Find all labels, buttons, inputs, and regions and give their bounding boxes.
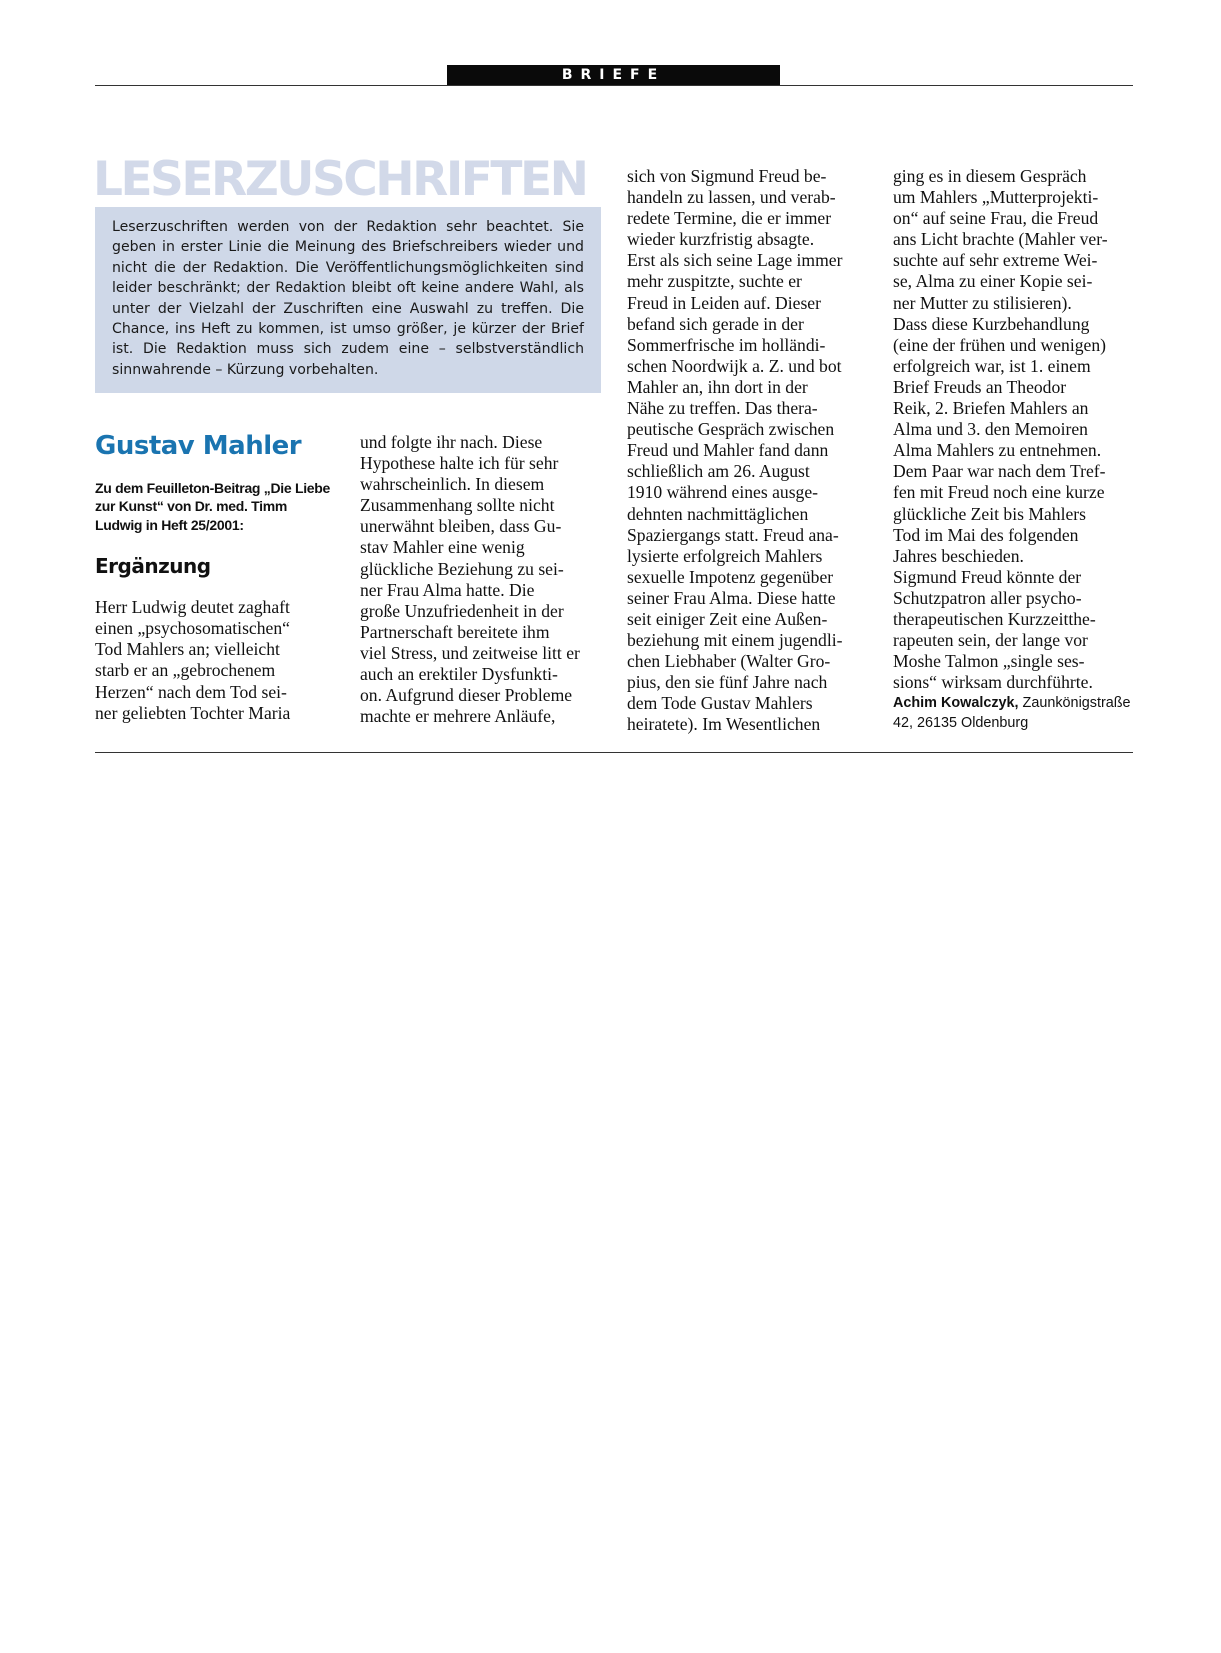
body-text-line: dehnten nachmittäglichen xyxy=(627,503,809,524)
author-address-line-1: Zaunkönigstraße xyxy=(1018,695,1131,712)
body-text-line: redete Termine, die er immer xyxy=(627,208,832,229)
body-text-line: ner Mutter zu stilisieren). xyxy=(893,292,1072,313)
body-text-line: erfolgreich war, ist 1. einem xyxy=(893,355,1091,376)
body-text-line: Dem Paar war nach dem Tref- xyxy=(893,461,1106,482)
body-text-line: große Unzufriedenheit in der xyxy=(360,600,564,621)
body-text-line: ner Frau Alma hatte. Die xyxy=(360,579,535,600)
body-text-line: on“ auf seine Frau, die Freud xyxy=(893,208,1099,229)
body-text-line: auch an erektiler Dysfunkti- xyxy=(360,664,558,685)
body-text-line: Dass diese Kurzbehandlung xyxy=(893,313,1090,334)
body-text-line: Tod im Mai des folgenden xyxy=(893,524,1079,545)
letter-subheading: Ergänzung xyxy=(95,554,211,579)
body-text-line: suchte auf sehr extreme Wei- xyxy=(893,250,1098,271)
body-text-line: Mahler an, ihn dort in der xyxy=(627,376,808,397)
body-text-line: Jahres beschieden. xyxy=(893,545,1024,566)
body-text-line: heiratete). Im Wesentlichen xyxy=(627,714,821,735)
author-name: Achim Kowalczyk, xyxy=(893,695,1019,712)
body-text-line: machte er mehrere Anläufe, xyxy=(360,706,556,727)
body-text-line: ging es in diesem Gespräch xyxy=(893,166,1087,186)
letter-reference: Zu dem Feuilleton-Beitrag „Die Liebe zur Kunst“ von Dr. med. Timm Ludwig in Heft 25/2001: xyxy=(95,479,331,533)
section-title: LESERZUSCHRIFTEN xyxy=(93,152,587,207)
body-text-line: seiner Frau Alma. Diese hatte xyxy=(627,587,836,608)
body-text-line: Sigmund Freud könnte der xyxy=(893,566,1082,587)
body-text-line: dem Tode Gustav Mahlers xyxy=(627,693,813,714)
body-text-line: peutische Gespräch zwischen xyxy=(627,419,835,440)
body-text-line: Brief Freuds an Theodor xyxy=(893,376,1067,397)
body-text-line: lysierte erfolgreich Mahlers xyxy=(627,545,823,566)
body-text-line: pius, den sie fünf Jahre nach xyxy=(627,672,828,693)
body-text-line: on. Aufgrund dieser Probleme xyxy=(360,685,573,706)
body-text-line: Freud und Mahler fand dann xyxy=(627,440,829,461)
body-text-line: und folgte ihr nach. Diese xyxy=(360,432,543,452)
body-text-line: Herzen“ nach dem Tod sei- xyxy=(95,681,287,702)
body-text-line: Hypothese halte ich für sehr xyxy=(360,453,559,474)
body-text-line: (eine der frühen und wenigen) xyxy=(893,334,1106,355)
body-text-line: ner geliebten Tochter Maria xyxy=(95,702,291,723)
body-text-line: glückliche Zeit bis Mahlers xyxy=(893,503,1086,524)
body-text-line: seit einiger Zeit eine Außen- xyxy=(627,608,828,629)
footer-rule xyxy=(95,752,1133,753)
body-text-line: Herr Ludwig deutet zaghaft xyxy=(95,597,290,618)
body-text-line: sexuelle Impotenz gegenüber xyxy=(627,566,834,587)
article-column-4 xyxy=(893,166,1138,733)
body-text-line: sich von Sigmund Freud be- xyxy=(627,166,827,186)
body-text-line: Partnerschaft bereitete ihm xyxy=(360,621,550,642)
body-text-line: Nähe zu treffen. Das thera- xyxy=(627,398,818,419)
author-address-line-2: 42, 26135 Oldenburg xyxy=(893,715,1029,732)
body-text-line: starb er an „gebrochenem xyxy=(95,660,276,681)
body-text-line: schen Noordwijk a. Z. und bot xyxy=(627,355,842,376)
body-text-line: 1910 während eines ausge- xyxy=(627,482,819,503)
body-text-line: chen Liebhaber (Walter Gro- xyxy=(627,651,831,672)
body-text-line: Spaziergangs statt. Freud ana- xyxy=(627,524,839,545)
body-text-line: Freud in Leiden auf. Dieser xyxy=(627,292,821,313)
letter-title: Gustav Mahler xyxy=(95,431,302,461)
body-text-line: therapeutischen Kurzzeitthe- xyxy=(893,608,1096,629)
body-text-line: ans Licht brachte (Mahler ver- xyxy=(893,229,1108,250)
body-text-line: Sommerfrische im holländi- xyxy=(627,334,826,355)
body-text-line: wahrscheinlich. In diesem xyxy=(360,474,545,495)
body-text-line: glückliche Beziehung zu sei- xyxy=(360,558,564,579)
body-text-line: rapeuten sein, der lange vor xyxy=(893,630,1088,651)
body-text-line: wieder kurzfristig absagte. xyxy=(627,229,815,250)
column-2-body xyxy=(360,432,605,727)
article-column-1 xyxy=(95,432,330,724)
article-column-2 xyxy=(360,432,605,727)
editorial-notice-box xyxy=(95,207,601,393)
article-column-3 xyxy=(627,166,867,736)
header-rule xyxy=(95,85,1133,86)
body-text-line: mehr zuspitzte, suchte er xyxy=(627,271,802,292)
editorial-notice-text: Leserzuschriften werden von der Redaktion sehr beachtet. Sie geben in erster Linie die Meinung des Briefschreibers wieder und nicht die der Redaktion. Die Veröffentlichungsmöglichkeiten sind leider beschränkt; der Redaktion bleibt oft keine andere Wahl, als unter der Vielzahl der Zuschriften eine Auswahl zu treffen. Die Chance, ins Heft zu kommen, ist umso größer, je kürzer der Brief ist. Die Redaktion muss sich zudem eine – selbstverständlich sinnwahrende – Kürzung vorbehalten. xyxy=(112,219,584,378)
section-tag: BRIEFE xyxy=(447,65,780,85)
body-text-line: se, Alma zu einer Kopie sei- xyxy=(893,271,1093,292)
body-text-line: fen mit Freud noch eine kurze xyxy=(893,482,1105,503)
body-text-line: um Mahlers „Mutterprojekti- xyxy=(893,187,1099,208)
body-text-line: viel Stress, und zeitweise litt er xyxy=(360,642,580,663)
body-text-line: Tod Mahlers an; vielleicht xyxy=(95,639,280,660)
body-text-line: Alma und 3. den Memoiren xyxy=(893,419,1088,440)
body-text-line: schließlich am 26. August xyxy=(627,461,810,482)
body-text-line: einen „psychosomatischen“ xyxy=(95,618,290,639)
body-text-line: Erst als sich seine Lage immer xyxy=(627,250,843,271)
column-4-body xyxy=(893,166,1138,693)
body-text-line: Reik, 2. Briefen Mahlers an xyxy=(893,398,1089,419)
body-text-line: befand sich gerade in der xyxy=(627,313,804,334)
body-text-line: unerwähnt bleiben, dass Gu- xyxy=(360,516,562,537)
body-text-line: beziehung mit einem jugendli- xyxy=(627,630,843,651)
body-text-line: Alma Mahlers zu entnehmen. xyxy=(893,440,1102,461)
body-text-line: Moshe Talmon „single ses- xyxy=(893,651,1085,672)
column-3-body xyxy=(627,166,867,736)
body-text-line: sions“ wirksam durchführte. xyxy=(893,672,1093,693)
body-text-line: stav Mahler eine wenig xyxy=(360,537,525,558)
column-1-body xyxy=(95,597,330,724)
body-text-line: handeln zu lassen, und verab- xyxy=(627,187,836,208)
body-text-line: Zusammenhang sollte nicht xyxy=(360,495,555,516)
body-text-line: Schutzpatron aller psycho- xyxy=(893,587,1082,608)
letter-signature xyxy=(893,693,1138,733)
